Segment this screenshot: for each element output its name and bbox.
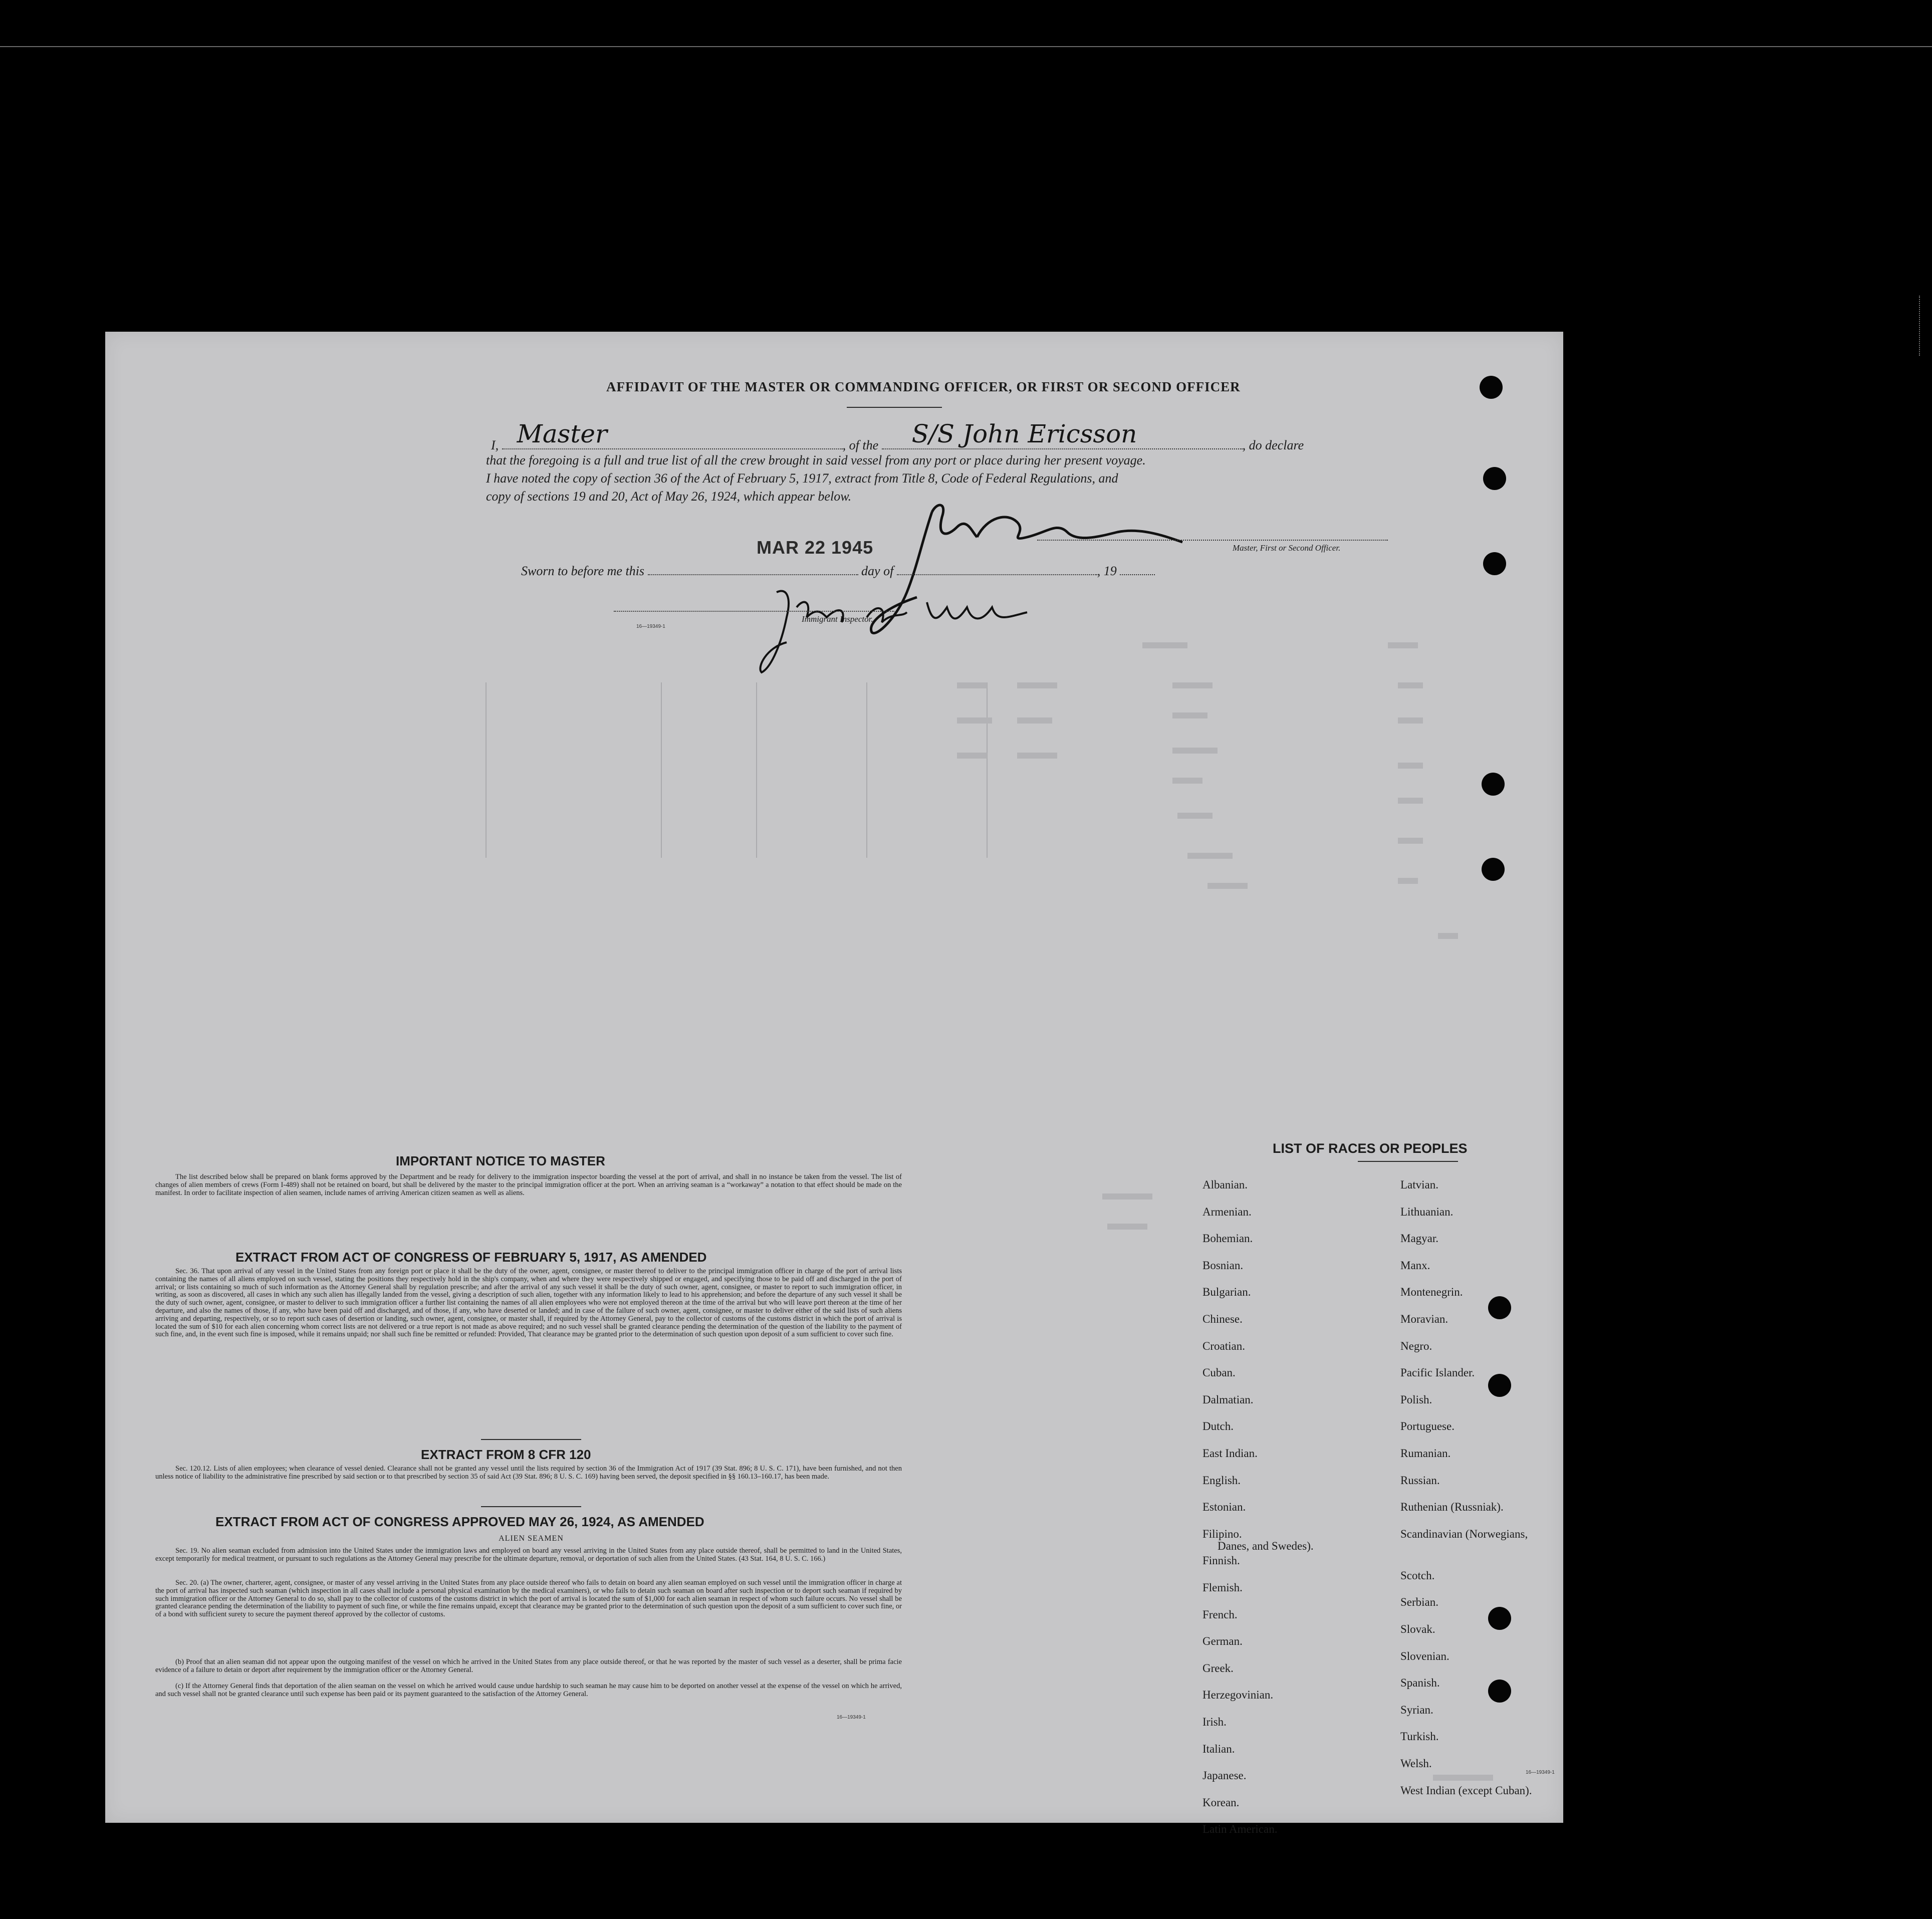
race-item: Armenian. <box>1202 1206 1252 1218</box>
race-item: Scandinavian (Norwegians, <box>1400 1528 1528 1540</box>
race-item: Pacific Islander. <box>1400 1366 1475 1379</box>
race-item: Slovenian. <box>1400 1650 1450 1662</box>
extract-1917-title: EXTRACT FROM ACT OF CONGRESS OF FEBRUARY 5, 1917, AS AMENDED <box>235 1250 707 1265</box>
race-item: English. <box>1202 1474 1241 1487</box>
race-item: Welsh. <box>1400 1757 1432 1770</box>
of-the-label: , of the <box>842 438 879 452</box>
race-item: French. <box>1202 1608 1238 1621</box>
date-stamp: MAR 22 1945 <box>757 537 874 558</box>
affidavit-form-number: 16—19349-1 <box>636 624 665 629</box>
document-page <box>105 332 1563 1835</box>
punch-hole <box>1488 1607 1511 1630</box>
punch-hole <box>1482 858 1505 881</box>
race-item: Finnish. <box>1202 1554 1240 1567</box>
race-item: Spanish. <box>1400 1676 1440 1689</box>
extract-1924-sec20a: Sec. 20. (a) The owner, charterer, agent, consignee, or master of any vessel arriving in the United States from any place outside thereof who fails to detain on board any alien seaman employed on such vessel until the immigration officer in charge at the port of arrival has inspected such seaman (which inspection in all cases shall include a personal physical examination by the medical examiners), or who fails to detain such seaman on board after such inspection or to deport such seaman if required by such immigration officer or the Attorney General to do so, shall pay to the collector of customs of the customs district in which the port of arrival is located the sum of $1,000 for each alien seaman in respect of whom such failure occurs. No vessel shall be granted clearance pending the determination of the liability to payment of such fine, or while the fine remains unpaid, except that clearance may be granted prior to the determination of such question upon the deposit of a sum sufficient to cover such fine, or of a bond with sufficient surety to secure the payment thereof approved by the collector of customs. <box>155 1579 902 1619</box>
vessel-name-field <box>882 419 1243 449</box>
affidavit-declaration-line <box>491 419 1304 453</box>
race-item: Polish. <box>1400 1393 1432 1406</box>
race-item: East Indian. <box>1202 1447 1258 1460</box>
alien-seamen-subtitle: ALIEN SEAMEN <box>499 1534 564 1543</box>
race-item: Filipino. <box>1202 1528 1242 1540</box>
race-item: Croatian. <box>1202 1340 1245 1352</box>
sworn-year-field <box>1120 562 1155 575</box>
race-item: Estonian. <box>1202 1501 1246 1513</box>
section-divider <box>481 1439 581 1440</box>
punch-hole <box>1480 376 1503 399</box>
race-item: Lithuanian. <box>1400 1206 1454 1218</box>
races-title: LIST OF RACES OR PEOPLES <box>1273 1141 1468 1156</box>
race-item: Italian. <box>1202 1743 1235 1755</box>
extract-1924-sec20c: (c) If the Attorney General finds that deportation of the alien seaman on the vessel on which he arrived would cause undue hardship to such seaman he may cause him to be deported on another vessel at the expense of the vessel on which he arrived, and such vessel shall not be granted clearance until such expense has been paid or its payment guaranteed to the satisfaction of the Attorney General. <box>155 1682 902 1698</box>
year-prefix-label: , 19 <box>1097 564 1117 578</box>
vessel-name-handwriting: S/S John Ericsson <box>911 419 1137 448</box>
punch-hole <box>1483 467 1506 490</box>
extract-1917-body: Sec. 36. That upon arrival of any vessel in the United States from any foreign port or place it shall be the duty of the owner, agent, consignee, or master thereof to deliver to the principal immigration officer in charge of the port of arrival lists containing the names of all aliens employed on such vessel, stating the positions they respectively hold in the ship's company, when and where they were respectively shipped or engaged, and specifying those to be paid off and discharged in the port of arrival; or lists containing so much of such information as the Attorney General shall by regulation prescribe; and after the arrival of any such vessel it shall be the duty of such owner, agent, consignee, or master to report to such immigration officer, in writing, as soon as discovered, all cases in which any such alien has illegally landed from the vessel, giving a description of such alien, together with any information likely to lead to his apprehension; and before the departure of any such vessel it shall be the duty of such owner, agent, consignee, or master to deliver to such immigration officer a further list containing the names of all alien employees who were not employed thereon at the time of the arrival but who will leave port thereon at the time of her departure, and also the names of those, if any, who have been paid off and discharged, and of those, if any, who have deserted or landed; and in case of the failure of such owner, agent, consignee, or master to deliver either of the said lists of such aliens arriving and departing, respectively, or so to report such cases of desertion or landing, such owner, agent, consignee, or master shall, if required by the Attorney General, pay to the collector of customs of the customs district in which the port of arrival is located the sum of $10 for each alien concerning whom correct lists are not delivered or a true report is not made as above required; and no such vessel shall be granted clearance pending the determination of the question of the liability to the payment of such fine, and, in the event such fine is imposed, while it remains unpaid; nor shall such fine be remitted or refunded: Provided, That clearance may be granted prior to the determination of such question upon deposit of a sum sufficient to cover such fine. <box>155 1267 902 1339</box>
race-item: Bosnian. <box>1202 1259 1244 1272</box>
notice-title: IMPORTANT NOTICE TO MASTER <box>396 1153 605 1168</box>
punch-hole <box>1488 1296 1511 1319</box>
race-item: Chinese. <box>1202 1313 1243 1325</box>
extract-1924-sec19: Sec. 19. No alien seaman excluded from admission into the United States under the immigration laws and employed on board any vessel arriving in the United States from any place outside thereof, shall be permitted to land in the United States, except temporarily for medical treatment, or pursuant to such regulations as the Attorney General may prescribe for the ultimate departure, removal, or deportation of such alien from the United States. (43 Stat. 164, 8 U. S. C. 166.) <box>155 1547 902 1563</box>
race-item: Korean. <box>1202 1796 1240 1809</box>
do-declare-label: , do declare <box>1242 438 1304 452</box>
race-item: German. <box>1202 1635 1243 1647</box>
race-item: Irish. <box>1202 1716 1227 1728</box>
day-of-label: day of <box>861 564 894 578</box>
race-item: Albanian. <box>1202 1178 1248 1191</box>
race-item: Syrian. <box>1400 1704 1433 1716</box>
race-item: Portuguese. <box>1400 1420 1455 1432</box>
race-item: Negro. <box>1400 1340 1432 1352</box>
race-item: Rumanian. <box>1400 1447 1451 1460</box>
race-item: Flemish. <box>1202 1581 1243 1594</box>
races-form-number: 16—19349-1 <box>1526 1770 1555 1775</box>
punch-hole <box>1488 1374 1511 1397</box>
section-divider <box>481 1506 581 1507</box>
race-item: Greek. <box>1202 1662 1234 1674</box>
race-item: Russian. <box>1400 1474 1440 1487</box>
extract-1924-sec20b: (b) Proof that an alien seaman did not appear upon the outgoing manifest of the vessel on which he arrived in the United States from any place outside thereof, or that he was reported by the master of such vessel as a deserter, shall be prima facie evidence of a failure to detain or deport after requirement by the immigration officer or the Attorney General. <box>155 1658 902 1674</box>
scanner-edge-marks <box>1919 296 1922 356</box>
scanner-top-line <box>0 46 1932 47</box>
race-item: Montenegrin. <box>1400 1286 1463 1298</box>
race-item: Herzegovinian. <box>1202 1689 1274 1701</box>
race-item: Latvian. <box>1400 1178 1438 1191</box>
race-item: Danes, and Swedes). <box>1218 1540 1314 1552</box>
punch-hole <box>1483 552 1506 575</box>
race-item: Magyar. <box>1400 1232 1439 1245</box>
race-item: Moravian. <box>1400 1313 1448 1325</box>
punch-hole <box>1482 773 1505 796</box>
master-caption: Master, First or Second Officer. <box>1233 543 1341 553</box>
sworn-month-field <box>897 562 1097 575</box>
race-item: Latin American. <box>1202 1823 1278 1835</box>
sworn-line <box>521 562 1155 579</box>
race-item: Turkish. <box>1400 1730 1439 1743</box>
race-item: Scotch. <box>1400 1569 1435 1582</box>
sworn-label: Sworn to before me this <box>521 564 645 578</box>
affidavit-title-rule <box>847 407 942 408</box>
inspector-caption: Immigrant Inspector. <box>802 614 873 624</box>
races-title-rule <box>1358 1161 1458 1162</box>
extract-form-number: 16—19349-1 <box>837 1715 866 1720</box>
race-item: West Indian (except Cuban). <box>1400 1784 1532 1797</box>
affidavit-text-line-2: I have noted the copy of section 36 of the Act of February 5, 1917, extract from Title 8, Code of Federal Regulations, and <box>486 471 1118 486</box>
race-item: Ruthenian (Russniak). <box>1400 1501 1504 1513</box>
race-item: Dutch. <box>1202 1420 1234 1432</box>
notice-body: The list described below shall be prepared on blank forms approved by the Department and be ready for delivery to the immigration inspector boarding the vessel at the port of arrival, and shall in no instance be taken from the vessel. The list of changes of alien members of crews (Form I-489) shall not be retained on board, but shall be delivered by the master to the principal immigration officer at the port. When an arriving seaman is a “workaway” a notation to that effect should be made on the manifest. In order to facilitate inspection of alien seamen, include names of arriving American citizen seamen as well as aliens. <box>155 1173 902 1197</box>
inspector-signature-line <box>614 611 894 612</box>
master-signature-line <box>1037 540 1388 541</box>
i-label: I, <box>491 438 499 452</box>
race-item: Manx. <box>1400 1259 1430 1272</box>
punch-hole <box>1488 1680 1511 1703</box>
affidavit-title: AFFIDAVIT OF THE MASTER OR COMMANDING OFFICER, OR FIRST OR SECOND OFFICER <box>606 379 1241 394</box>
extract-1924-title: EXTRACT FROM ACT OF CONGRESS APPROVED MAY 26, 1924, AS AMENDED <box>215 1514 704 1529</box>
master-name-field <box>502 419 843 449</box>
cfr-title: EXTRACT FROM 8 CFR 120 <box>421 1447 591 1462</box>
race-item: Bohemian. <box>1202 1232 1253 1245</box>
race-item: Serbian. <box>1400 1596 1439 1608</box>
cfr-body: Sec. 120.12. Lists of alien employees; when clearance of vessel denied. Clearance shall not be granted any vessel until the lists required by section 36 of the Immigration Act of 1917 (39 Stat. 896; 8 U. S. C. 171), have been furnished, and not then unless notice of liability to the administrative fine prescribed by said section or to that prescribed by section 35 of said Act (39 Stat. 896; 8 U. S. C. 169) having been served, the deposit specified in §§ 160.13–160.17, has been made. <box>155 1465 902 1481</box>
affidavit-text-line-3: copy of sections 19 and 20, Act of May 26, 1924, which appear below. <box>486 489 852 504</box>
race-item: Cuban. <box>1202 1366 1236 1379</box>
race-item: Slovak. <box>1400 1623 1435 1635</box>
race-item: Bulgarian. <box>1202 1286 1251 1298</box>
race-item: Japanese. <box>1202 1769 1247 1782</box>
sworn-date-field <box>648 562 858 575</box>
master-name-handwriting: Master <box>517 419 607 448</box>
race-item: Dalmatian. <box>1202 1393 1254 1406</box>
affidavit-text-line-1: that the foregoing is a full and true list of all the crew brought in said vessel from any port or place during her present voyage. <box>486 453 1146 467</box>
